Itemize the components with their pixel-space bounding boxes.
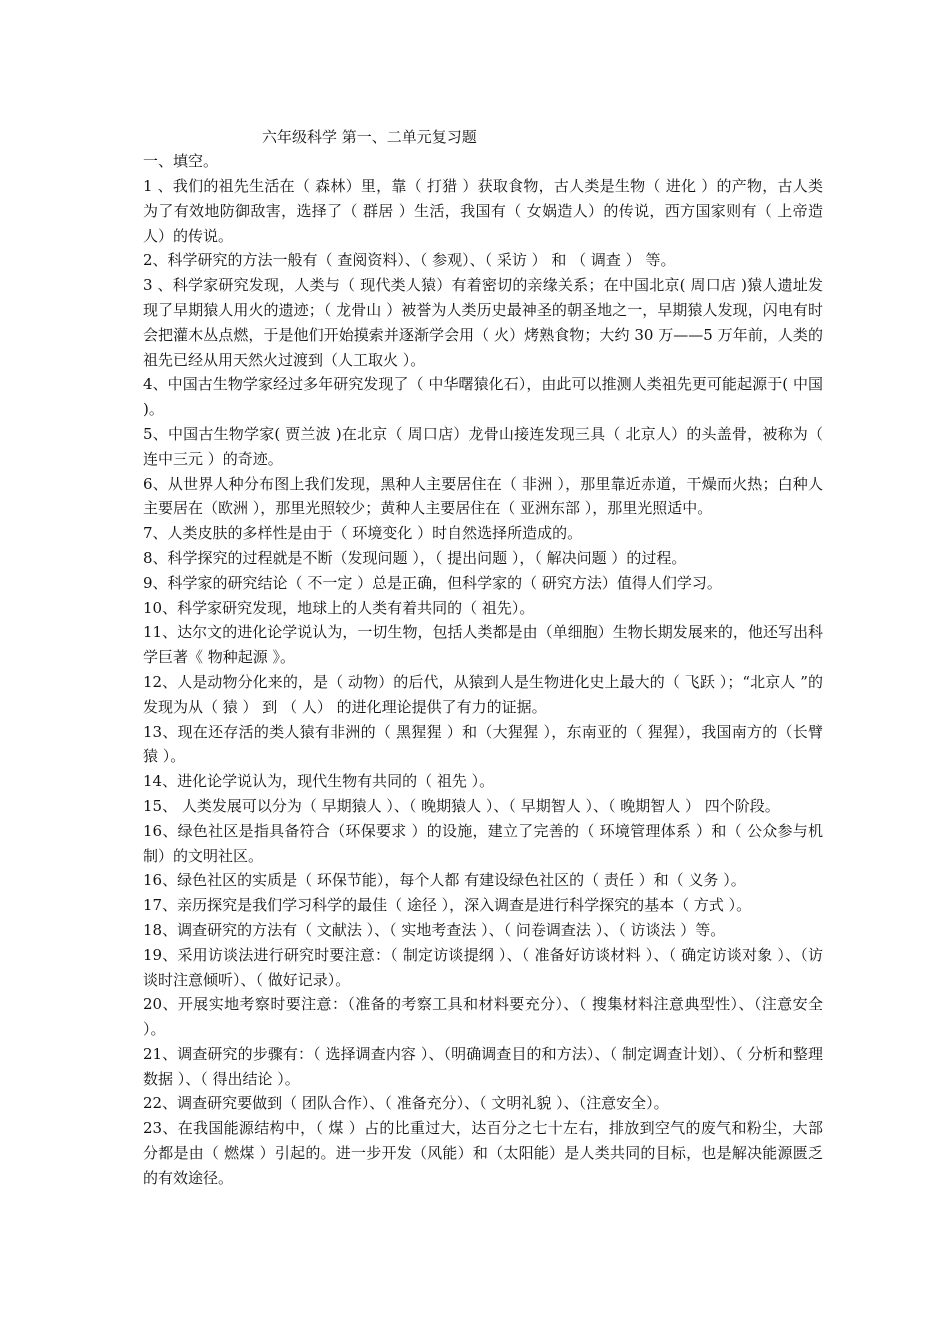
question-item: 10、科学家研究发现，地球上的人类有着共同的（ 祖先）。 <box>143 598 535 617</box>
question-list <box>143 174 823 1191</box>
question-item: 2、科学研究的方法一般有（ 查阅资料）、（ 参观）、（ 采访 ） 和 （ 调查 ） 等。 <box>143 251 676 270</box>
question-item: 19、采用访谈法进行研究时要注意：（ 制定访谈提纲 ）、（ 准备好访谈材料 ）、（ 确定访谈对象 ）、（访谈时注意倾听）、（ 做好记录）。 <box>143 945 823 989</box>
question-item: 17、亲历探究是我们学习科学的最佳（ 途径 ），深入调查是进行科学探究的基本（ 方式 ）。 <box>143 896 752 915</box>
question-item: 14、进化论学说认为，现代生物有共同的（ 祖先 ）。 <box>143 772 495 791</box>
question-item: 20、开展实地考察时要注意：（准备的考察工具和材料要充分）、（ 搜集材料注意典型性）、（注意安全 ）。 <box>143 995 823 1039</box>
question-item: 7、人类皮肤的多样性是由于（ 环境变化 ）时自然选择所造成的。 <box>143 524 583 543</box>
question-item: 8、科学探究的过程就是不断（发现问题 ），（ 提出问题 ），（ 解决问题 ）的过程。 <box>143 548 687 567</box>
question-item: 9、科学家的研究结论（ 不一定 ）总是正确，但科学家的（ 研究方法）值得人们学习。 <box>143 573 722 592</box>
question-item: 1 、我们的祖先生活在（ 森林）里，靠（ 打猎 ）获取食物，古人类是生物（ 进化 ）的产物，古人类为了有效地防御敌害，选择了（ 群居 ）生活，我国有（ 女娲造人）的传说，西方国家则有（ 上帝造人）的传说。 <box>143 177 823 245</box>
question-item: 13、现在还存活的类人猿有非洲的（ 黑猩猩 ）和（大猩猩 ），东南亚的（ 猩猩），我国南方的（长臂猿 ）。 <box>143 722 823 766</box>
document-title: 六年级科学 第一、二单元复习题 <box>262 128 477 146</box>
question-item: 5、中国古生物学家( 贾兰波 )在北京（ 周口店）龙骨山接连发现三具（ 北京人）的头盖骨，被称为（ 连中三元 ）的奇迹。 <box>143 424 823 468</box>
question-item: 12、人是动物分化来的，是（ 动物）的后代，从猿到人是生物进化史上最大的（ 飞跃 ）；“北京人 ”的发现为从（ 猿 ） 到 （ 人） 的进化理论提供了有力的证据。 <box>143 672 823 716</box>
question-item: 21、调查研究的步骤有：（ 选择调查内容 ）、（明确调查目的和方法）、（ 制定调查计划）、（ 分析和整理数据 ）、（ 得出结论 ）。 <box>143 1044 823 1088</box>
question-item: 16、绿色社区是指具备符合（环保要求 ）的设施，建立了完善的（ 环境管理体系 ）和（ 公众参与机制）的文明社区。 <box>143 821 823 865</box>
question-item: 6、从世界人种分布图上我们发现，黑种人主要居住在（ 非洲 ），那里靠近赤道，干燥而火热；白种人主要居在（欧洲 ），那里光照较少；黄种人主要居住在（ 亚洲东部 ），那里光照适中。 <box>143 474 823 518</box>
question-item: 18、调查研究的方法有（ 文献法 ）、（ 实地考查法 ）、（ 问卷调查法 ）、（ 访谈法 ）等。 <box>143 920 726 939</box>
question-item: 22、调查研究要做到（ 团队合作）、（ 准备充分）、（ 文明礼貌 ）、（注意安全）。 <box>143 1094 669 1113</box>
question-item: 15、 人类发展可以分为（ 早期猿人 ）、（ 晚期猿人 ）、（ 早期智人 ）、（ 晚期智人 ） 四个阶段。 <box>143 796 780 815</box>
question-item: 16、绿色社区的实质是（ 环保节能），每个人都 有建设绿色社区的（ 责任 ）和（ 义务 ）。 <box>143 871 746 890</box>
question-item: 23、在我国能源结构中，（ 煤 ）占的比重过大，达百分之七十左右，排放到空气的废气和粉尘，大部分都是由（ 燃煤 ）引起的。进一步开发（风能）和（太阳能）是人类共同的目标，也是解决能源匮乏的有效途径。 <box>143 1119 823 1187</box>
question-item: 11、达尔文的进化论学说认为，一切生物，包括人类都是由（单细胞）生物长期发展来的，他还写出科学巨著《 物种起源 》。 <box>143 623 823 667</box>
section-heading: 一、填空。 <box>143 152 219 170</box>
question-item: 4、中国古生物学家经过多年研究发现了（ 中华曙猿化石），由此可以推测人类祖先更可能起源于( 中国 )。 <box>143 375 823 419</box>
question-item: 3 、科学家研究发现，人类与（ 现代类人猿）有着密切的亲缘关系；在中国北京( 周口店 )猿人遗址发现了早期猿人用火的遗迹；（ 龙骨山 ）被誉为人类历史最神圣的朝圣地之一，早期猿人发现，闪电有时会把灌木丛点燃，于是他们开始摸索并逐渐学会用（ 火）烤熟食物；大约 30 万——5 万年前，人类的祖先已经从用天然火过渡到（人工取火 ）。 <box>143 276 823 369</box>
